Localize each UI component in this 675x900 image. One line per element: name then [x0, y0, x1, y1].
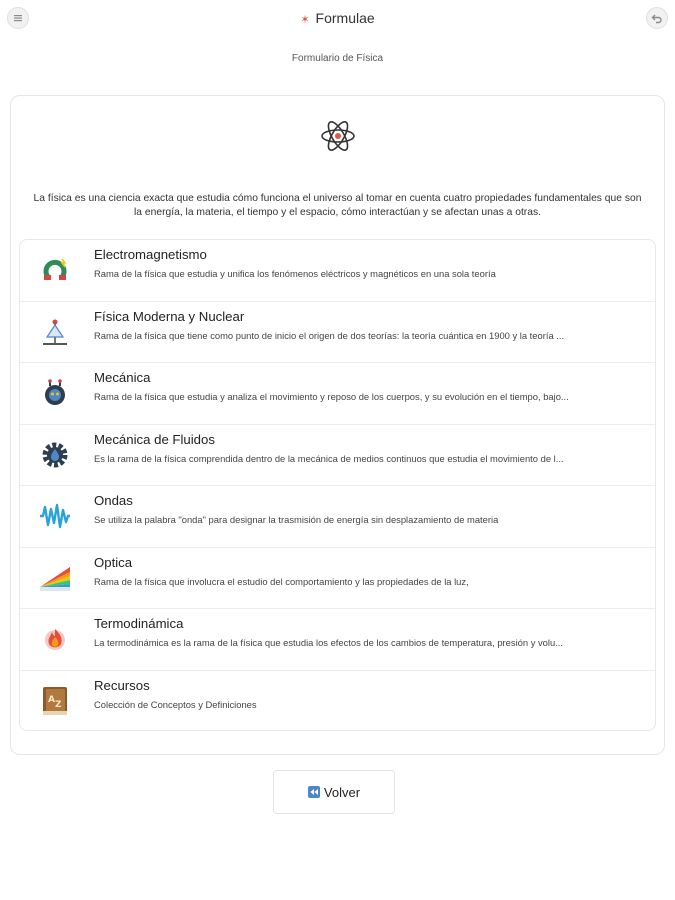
- topic-description: Rama de la física que involucra el estudio del comportamiento y las propiedades de la luz,: [94, 575, 469, 587]
- topic-title: Mecánica: [94, 370, 151, 385]
- back-button[interactable]: [273, 770, 395, 814]
- topic-title: Ondas: [94, 493, 133, 508]
- app-logo-icon: ✶: [300, 14, 310, 26]
- atom-icon: [320, 118, 356, 154]
- topic-item-electromagnetismo[interactable]: [20, 240, 655, 302]
- top-bar: [0, 0, 675, 38]
- magnet-icon: [38, 253, 72, 287]
- topic-title: Electromagnetismo: [94, 247, 207, 262]
- dictionary-book-icon: [38, 684, 72, 718]
- topic-title: Termodinámica: [94, 616, 184, 631]
- back-icon: [308, 786, 320, 798]
- topic-item-recursos[interactable]: [20, 671, 655, 732]
- topic-description: Rama de la física que tiene como punto de inicio el origen de dos teorías: la teoría cuántica en 1900 y la teoría ...: [94, 329, 565, 341]
- topic-item-optica[interactable]: [20, 548, 655, 610]
- undo-button[interactable]: [646, 7, 668, 29]
- topic-description: Rama de la física que estudia y analiza el movimiento y reposo de los cuerpos, y su evolución en el tiempo, bajo...: [94, 391, 569, 402]
- topic-description: Rama de la física que estudia y unifica los fenómenos eléctricos y magnéticos en una sola teoría: [94, 268, 496, 279]
- topic-description: Es la rama de la física comprendida dentro de la mecánica de medios continuos que estudia el movimiento de l...: [94, 452, 564, 464]
- wave-icon: [38, 499, 72, 533]
- topic-list: [19, 239, 656, 731]
- topic-title: Física Moderna y Nuclear: [94, 308, 245, 324]
- gear-drop-icon: [38, 438, 72, 472]
- topic-description: Se utiliza la palabra "onda" para designar la trasmisión de energía sin desplazamiento de materia: [94, 514, 499, 525]
- topic-item-fisica-moderna[interactable]: [20, 302, 655, 364]
- back-button-label: Volver: [323, 784, 361, 800]
- app-title: ✶ Formulae: [300, 10, 375, 26]
- topic-description: La termodinámica es la rama de la física que estudia los efectos de los cambios de temperatura, presión y volu...: [94, 637, 563, 648]
- topic-item-mecanica-fluidos[interactable]: [20, 425, 655, 487]
- topic-item-termodinamica[interactable]: [20, 609, 655, 671]
- intro-text: La física es una ciencia exacta que estudia cómo funciona el universo al tomar en cuenta cuatro propiedades fundamentales que son la energía, la materia, el tiempo y el espacio, cómo interactúan y se afectan unas a otras.: [33, 193, 642, 218]
- prism-rainbow-icon: [38, 561, 72, 595]
- page-subtitle: Formulario de Física: [291, 53, 384, 64]
- undo-icon: [651, 12, 663, 24]
- lab-apparatus-icon: [38, 315, 72, 349]
- svg-text:Z: Z: [55, 699, 62, 710]
- svg-text:A: A: [48, 694, 55, 705]
- fire-icon: [38, 622, 72, 656]
- topic-title: Recursos: [94, 677, 150, 693]
- robot-gear-icon: [38, 376, 72, 410]
- topic-title: Mecánica de Fluidos: [94, 431, 215, 447]
- topic-item-ondas[interactable]: [20, 486, 655, 548]
- topic-description: Colección de Conceptos y Definiciones: [94, 698, 257, 710]
- topic-item-mecanica[interactable]: [20, 363, 655, 425]
- topic-title: Optica: [94, 554, 133, 570]
